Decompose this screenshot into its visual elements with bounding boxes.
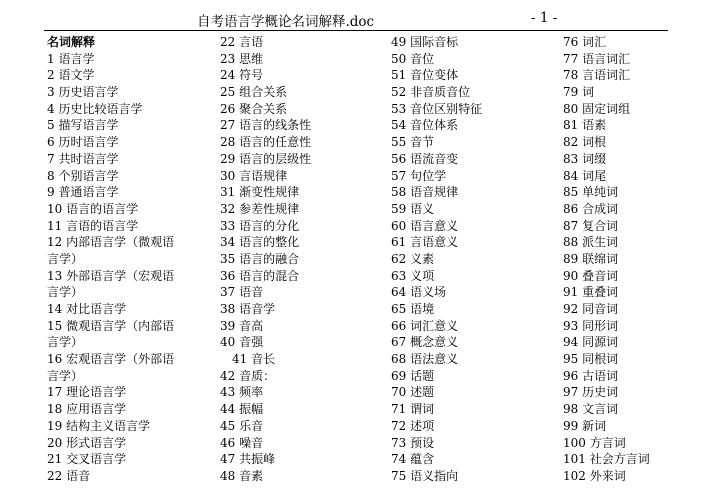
term-entry: 45 乐音 xyxy=(220,418,264,433)
term-entry: 11 言语的语言学 xyxy=(47,218,139,233)
term-column-2 xyxy=(220,34,392,485)
term-entry: 80 固定词组 xyxy=(563,101,631,116)
term-entry: 66 词汇意义 xyxy=(391,318,459,333)
page-header xyxy=(0,0,708,30)
term-entry: 38 语音学 xyxy=(220,302,276,316)
term-entry: 24 符号 xyxy=(220,68,264,83)
term-entry: 83 词缀 xyxy=(563,151,607,166)
term-entry: 12 内部语言学（微观语 xyxy=(47,235,175,250)
term-entry: 58 语音规律 xyxy=(391,185,459,200)
term-entry: 49 国际音标 xyxy=(391,35,459,49)
term-entry: 92 同音词 xyxy=(563,302,619,316)
page-number: - 1 - xyxy=(531,10,558,26)
term-entry: 言学） xyxy=(47,368,84,383)
term-entry: 10 语言的语言学 xyxy=(47,201,139,216)
term-entry: 5 描写语言学 xyxy=(47,118,119,133)
term-entry: 64 语义场 xyxy=(391,285,447,300)
term-entry: 48 音素 xyxy=(220,468,264,483)
term-entry: 50 音位 xyxy=(391,51,435,66)
term-entry: 3 历史语言学 xyxy=(47,85,119,100)
term-entry: 20 形式语言学 xyxy=(47,435,127,450)
term-entry: 65 语境 xyxy=(391,302,435,316)
term-entry: 85 单纯词 xyxy=(563,185,619,200)
term-entry: 52 非音质音位 xyxy=(391,85,471,100)
term-entry: 31 渐变性规律 xyxy=(220,185,300,200)
term-entry: 18 应用语言学 xyxy=(47,402,127,417)
term-entry: 100 方言词 xyxy=(563,435,626,450)
term-entry: 25 组合关系 xyxy=(220,85,288,100)
term-entry: 34 语言的整化 xyxy=(220,235,300,250)
term-column-1 xyxy=(47,34,219,485)
term-entry: 76 词汇 xyxy=(563,35,607,49)
term-entry: 91 重叠词 xyxy=(563,285,619,300)
term-entry: 42 音质： xyxy=(220,368,276,383)
term-entry: 16 宏观语言学（外部语 xyxy=(47,352,175,367)
term-column-4 xyxy=(563,34,703,485)
term-entry: 35 语言的融合 xyxy=(220,251,300,266)
term-entry: 88 派生词 xyxy=(563,235,619,250)
term-entry: 71 谓词 xyxy=(391,402,435,417)
term-entry: 73 预设 xyxy=(391,435,435,450)
term-entry: 17 理论语言学 xyxy=(47,385,127,400)
term-entry: 言学） xyxy=(47,251,84,266)
term-entry: 79 词 xyxy=(563,85,595,100)
term-entry: 77 语言词汇 xyxy=(563,51,631,66)
term-entry: 84 词尾 xyxy=(563,168,607,183)
term-entry: 言学） xyxy=(47,285,84,300)
term-entry: 82 词根 xyxy=(563,135,607,150)
term-entry: 94 同源词 xyxy=(563,335,619,350)
term-entry: 4 历史比较语言学 xyxy=(47,101,143,116)
term-entry: 40 音强 xyxy=(220,335,264,350)
term-entry: 72 述项 xyxy=(391,418,435,433)
term-entry: 69 话题 xyxy=(391,368,435,383)
term-entry: 29 语言的层级性 xyxy=(220,151,312,166)
term-entry: 89 联绵词 xyxy=(563,251,619,266)
term-entry: 14 对比语言学 xyxy=(47,302,127,316)
term-entry: 59 语义 xyxy=(391,201,435,216)
term-entry: 22 言语 xyxy=(220,35,264,49)
term-entry: 97 历史词 xyxy=(563,385,619,400)
term-entry: 23 思维 xyxy=(220,51,264,66)
term-entry: 27 语言的线条性 xyxy=(220,118,312,133)
term-entry: 57 句位学 xyxy=(391,168,447,183)
term-entry: 47 共振峰 xyxy=(220,452,276,467)
term-entry: 28 语言的任意性 xyxy=(220,135,312,150)
term-entry: 99 新词 xyxy=(563,418,607,433)
term-entry: 61 言语意义 xyxy=(391,235,459,250)
term-entry: 36 语言的混合 xyxy=(220,268,300,283)
term-entry: 言学） xyxy=(47,335,84,350)
term-entry: 51 音位变体 xyxy=(391,68,459,83)
term-entry: 13 外部语言学（宏观语 xyxy=(47,268,175,283)
term-entry: 43 频率 xyxy=(220,385,264,400)
term-entry: 98 文言词 xyxy=(563,402,619,417)
term-entry: 62 义素 xyxy=(391,251,435,266)
term-entry: 81 语素 xyxy=(563,118,607,133)
term-entry: 9 普通语言学 xyxy=(47,185,119,200)
term-entry: 86 合成词 xyxy=(563,201,619,216)
term-entry: 15 微观语言学（内部语 xyxy=(47,318,175,333)
header-divider xyxy=(44,30,668,31)
term-entry: 39 音高 xyxy=(220,318,264,333)
term-entry: 87 复合词 xyxy=(563,218,619,233)
term-entry: 2 语文学 xyxy=(47,68,95,83)
term-entry: 22 语音 xyxy=(47,468,91,483)
term-entry: 95 同根词 xyxy=(563,352,619,367)
term-column-3 xyxy=(391,34,563,485)
term-entry: 93 同形词 xyxy=(563,318,619,333)
term-entry: 6 历时语言学 xyxy=(47,135,119,150)
term-entry: 33 语言的分化 xyxy=(220,218,300,233)
term-entry: 41 音长 xyxy=(232,352,276,367)
term-entry: 21 交叉语言学 xyxy=(47,452,127,467)
term-entry: 96 古语词 xyxy=(563,368,619,383)
section-heading: 名词解释 xyxy=(47,35,96,49)
term-entry: 90 叠音词 xyxy=(563,268,619,283)
term-entry: 8 个别语言学 xyxy=(47,168,119,183)
term-entry: 30 言语规律 xyxy=(220,168,288,183)
term-entry: 67 概念意义 xyxy=(391,335,459,350)
term-entry: 1 语言学 xyxy=(47,51,95,66)
term-entry: 19 结构主义语言学 xyxy=(47,418,151,433)
term-entry: 74 蕴含 xyxy=(391,452,435,467)
term-entry: 101 社会方言词 xyxy=(563,452,650,467)
term-entry: 60 语言意义 xyxy=(391,218,459,233)
term-entry: 102 外来词 xyxy=(563,468,626,483)
term-entry: 7 共时语言学 xyxy=(47,151,119,166)
term-entry: 75 语义指向 xyxy=(391,468,459,483)
term-entry: 46 噪音 xyxy=(220,435,264,450)
term-entry: 68 语法意义 xyxy=(391,352,459,367)
term-entry: 53 音位区别特征 xyxy=(391,101,483,116)
term-entry: 56 语流音变 xyxy=(391,151,459,166)
term-entry: 54 音位体系 xyxy=(391,118,459,133)
term-entry: 55 音节 xyxy=(391,135,435,150)
term-entry: 44 振幅 xyxy=(220,402,264,417)
term-entry: 32 参差性规律 xyxy=(220,201,300,216)
term-entry: 37 语音 xyxy=(220,285,264,300)
term-entry: 78 言语词汇 xyxy=(563,68,631,83)
term-entry: 63 义项 xyxy=(391,268,435,283)
term-entry: 26 聚合关系 xyxy=(220,101,288,116)
term-entry: 70 述题 xyxy=(391,385,435,400)
document-title: 自考语言学概论名词解释.doc xyxy=(197,14,375,30)
